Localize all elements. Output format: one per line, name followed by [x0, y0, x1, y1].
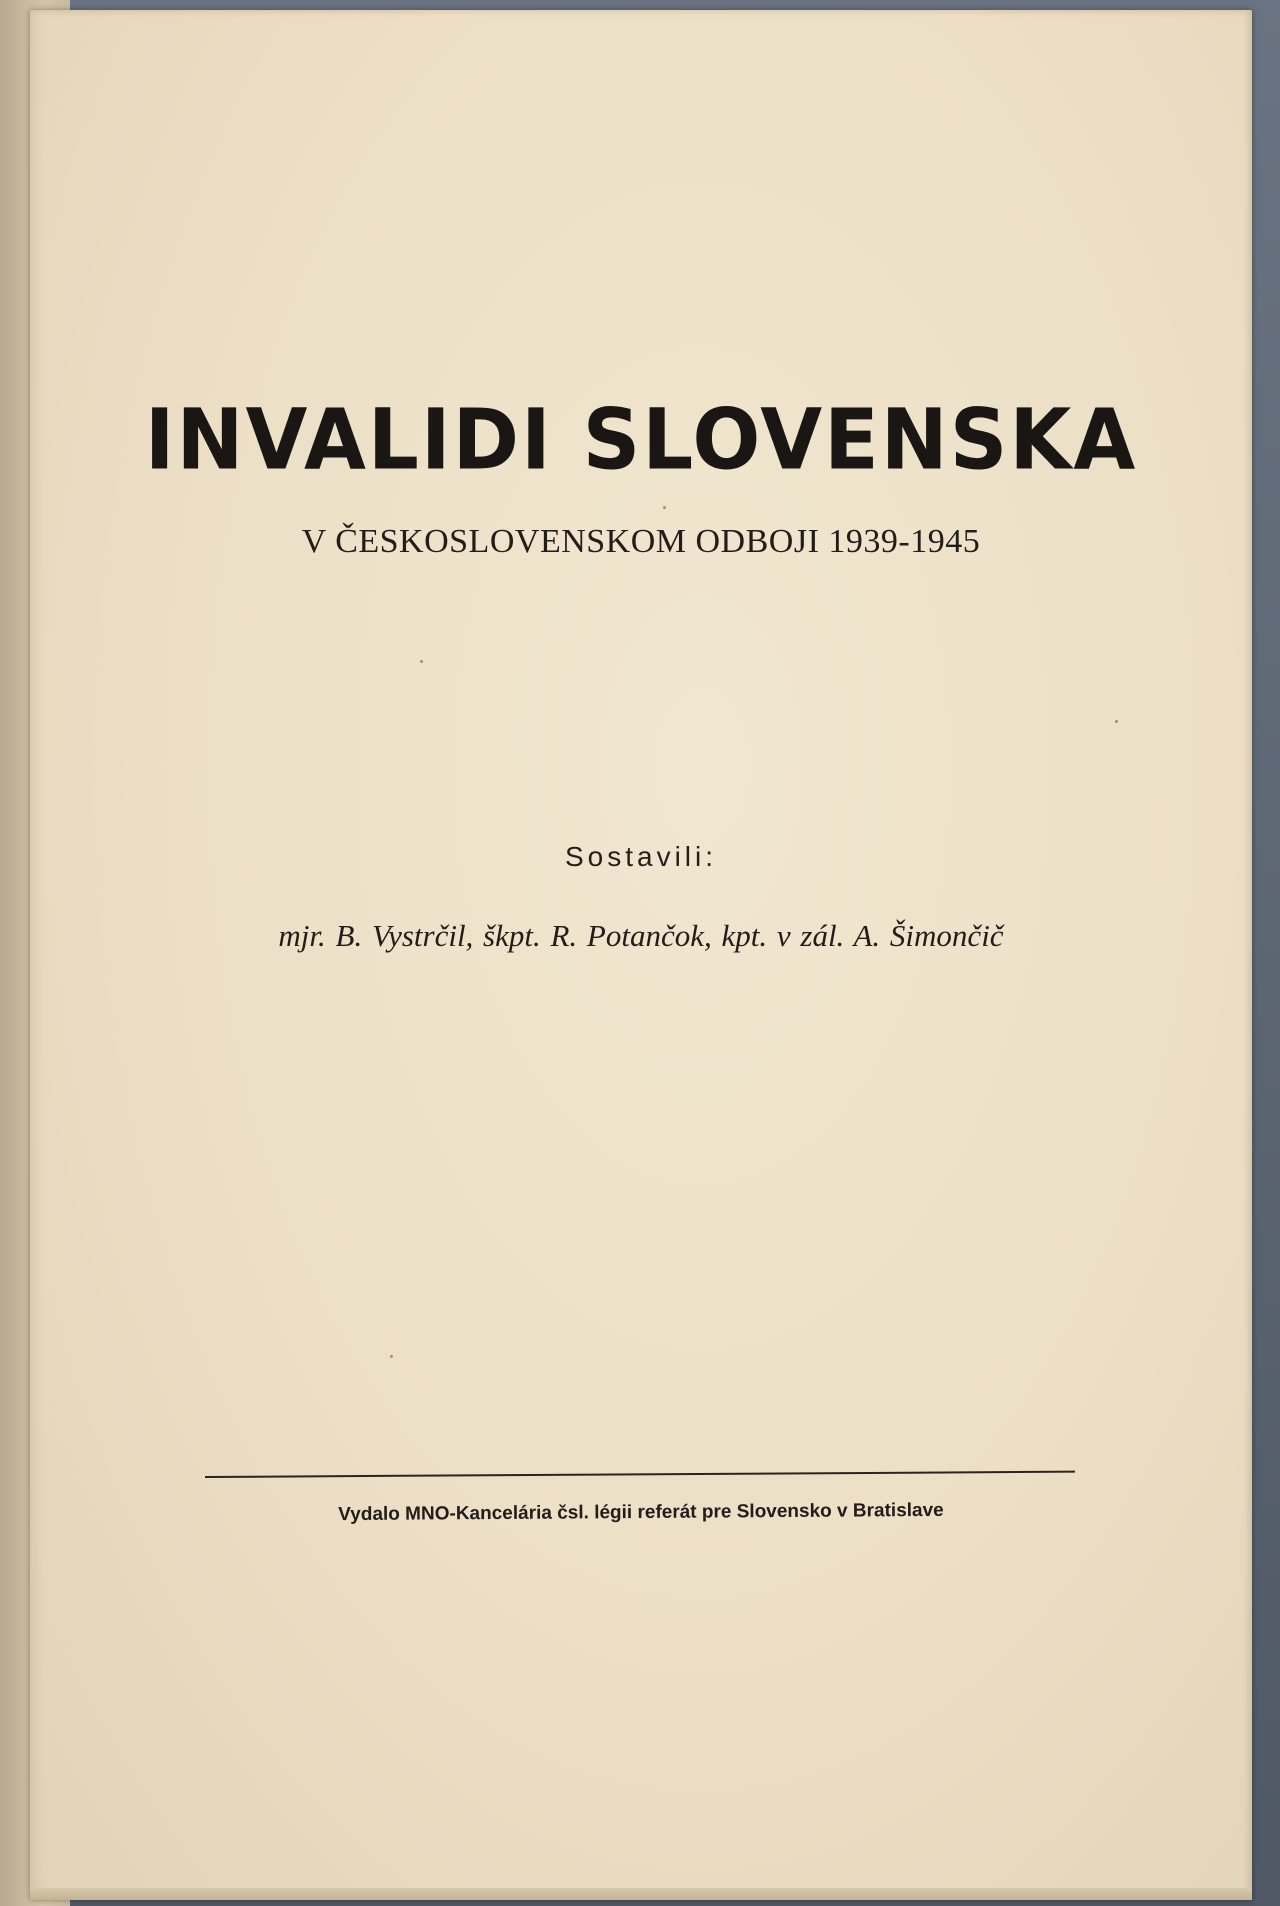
- authors-line: mjr. B. Vystrčil, škpt. R. Potančok, kpt. v zál. A. Šimončič: [278, 918, 1004, 953]
- page-bottom-edge: [30, 1888, 1252, 1900]
- book-title: INVALIDI SLOVENSKA: [144, 390, 1138, 489]
- paper-speck: [1115, 720, 1118, 723]
- compilers-label: Sostavili:: [564, 841, 718, 872]
- publisher-divider: [205, 1471, 1075, 1478]
- publisher-line: Vydalo MNO-Kancelária čsl. légii referát pre Slovensko v Bratislave: [338, 1499, 944, 1526]
- paper-speck: [420, 660, 423, 663]
- book-subtitle: V ČESKOSLOVENSKOM ODBOJI 1939-1945: [301, 523, 981, 560]
- title-page: [30, 10, 1252, 1900]
- paper-speck: [390, 1355, 393, 1358]
- paper-speck: [663, 506, 666, 509]
